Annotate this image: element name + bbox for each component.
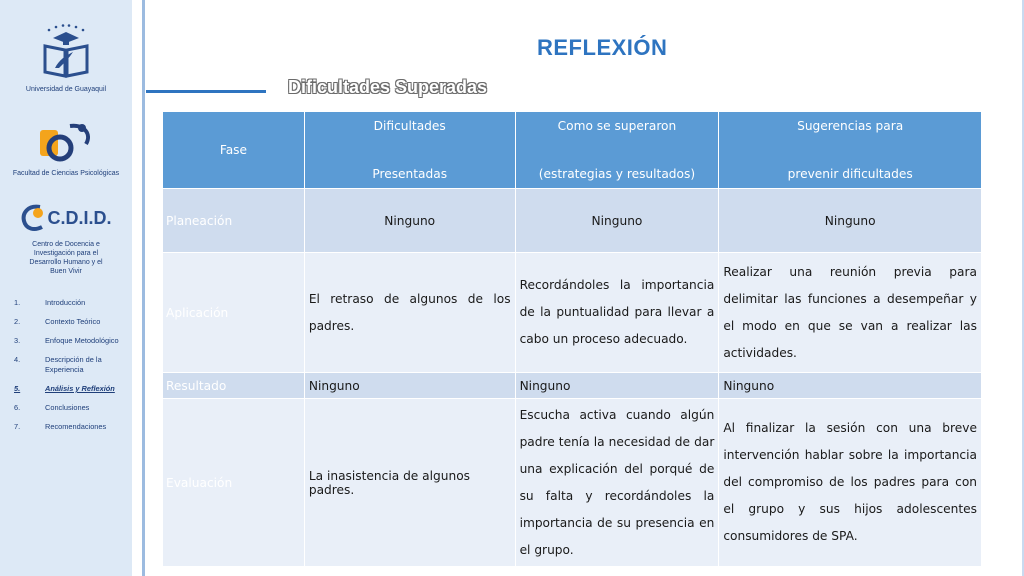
university-logo-icon [39,22,93,80]
cell-sugerencias: Ninguno [719,189,982,253]
cdid-logo-block [0,198,132,276]
nav-item-label: Enfoque Metodológico [45,336,119,345]
cell-dificultades: Ninguno [304,373,515,399]
cell-como: Recordándoles la importancia de la puntualidad para llevar a cabo un proceso adecuado. [515,253,719,373]
university-name: Universidad de Guayaquil [25,86,107,93]
cell-como: Ninguno [515,373,719,399]
header-fase-text: Fase [219,143,248,157]
nav-item-introduccion[interactable] [14,298,128,308]
sidebar-separator [132,0,142,576]
table-row [163,189,982,253]
cell-sugerencias: Realizar una reunión previa para delimitar las funciones a desempeñar y el modo en que se van a realizar las actividades. [719,253,982,373]
cell-dificultades: El retraso de algunos de los padres. [304,253,515,373]
nav-item-number: 7. [14,422,21,431]
nav-item-label: Conclusiones [45,403,90,412]
sidebar-border-line [142,0,145,576]
nav-item-enfoque-metodologico[interactable] [14,336,128,346]
nav-item-descripcion-experiencia[interactable] [14,355,128,375]
header-sugerencias-line1: Sugerencias para [797,119,904,133]
table-row [163,373,982,399]
cdid-emblem-icon [20,203,46,233]
nav-item-analisis-reflexion[interactable] [14,384,128,394]
header-dificultades-line2: Presentadas [372,167,448,181]
header-como-line1: Como se superaron [557,119,677,133]
header-fase [163,112,305,189]
page-subtitle: Dificultades Superadas [288,77,488,97]
nav-item-number: 2. [14,317,21,326]
difficulties-table [162,111,982,567]
row-fase-aplicacion: Aplicación [163,253,305,373]
nav-item-number: 6. [14,403,21,412]
row-fase-planeacion: Planeación [163,189,305,253]
nav-item-label: Contexto Teórico [45,317,101,326]
faculty-logo-icon [36,120,96,164]
sidebar [0,0,132,576]
header-dificultades-line1: Dificultades [373,119,446,133]
table-header-row [163,112,982,189]
agenda-nav [14,298,128,441]
university-logo-block [0,22,132,94]
nav-item-label: Introducción [45,298,86,307]
nav-item-number: 5. [14,384,21,393]
row-fase-evaluacion: Evaluación [163,399,305,567]
header-como-line2: (estrategias y resultados) [538,167,696,181]
cell-dificultades: La inasistencia de algunos padres. [304,399,515,567]
header-dificultades [304,112,515,189]
cell-sugerencias: Ninguno [719,373,982,399]
nav-item-recomendaciones[interactable] [14,422,128,432]
nav-item-number: 4. [14,355,21,364]
nav-item-label-active: Análisis y Reflexión [45,384,115,393]
cell-dificultades: Ninguno [304,189,515,253]
table-row [163,399,982,567]
header-como-se-superaron [515,112,719,189]
nav-item-number: 3. [14,336,21,345]
table-row [163,253,982,373]
header-sugerencias [719,112,982,189]
cell-como: Escucha activa cuando algún padre tenía la necesidad de dar una explicación del porqué de su falta y recordándoles la importancia de su presencia en el grupo. [515,399,719,567]
subtitle-accent-bar [146,90,266,93]
faculty-logo-block [0,120,132,178]
cell-sugerencias: Al finalizar la sesión con una breve intervención hablar sobre la importancia del compromiso de los padres para con el grupo y sus hijos adolescentes consumidores de SPA. [719,399,982,567]
cdid-caption: Centro de Docencia e Investigación para el Desarrollo Humano y el Buen Vivir [29,241,103,275]
nav-item-label: Descripción de la Experiencia [45,355,102,374]
header-sugerencias-line2: prevenir dificultades [787,167,913,181]
cell-como: Ninguno [515,189,719,253]
page-title: REFLEXIÓN [537,35,668,60]
nav-item-label: Recomendaciones [45,422,107,431]
faculty-name: Facultad de Ciencias Psicológicas [12,170,120,177]
nav-item-number: 1. [14,298,21,307]
nav-item-conclusiones[interactable] [14,403,128,413]
cdid-logo-text: C.D.I.D. [47,207,112,228]
row-fase-resultado: Resultado [163,373,305,399]
nav-item-contexto-teorico[interactable] [14,317,128,327]
